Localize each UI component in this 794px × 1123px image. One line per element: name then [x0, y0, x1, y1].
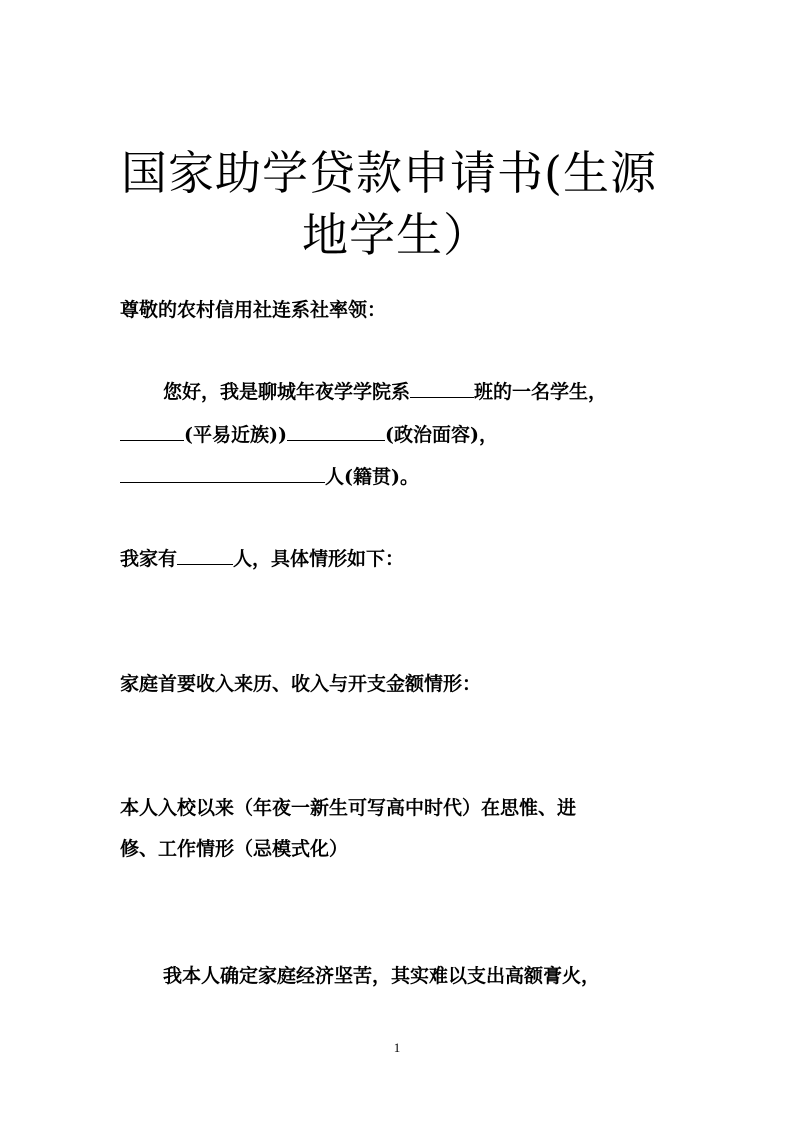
family-text-part2: 人，具体情形如下：	[233, 548, 405, 570]
intro-paragraph	[163, 379, 607, 405]
origin-label: 人(籍贯)。	[325, 466, 419, 488]
page-number: 1	[393, 1040, 401, 1055]
family-text-part1: 我家有	[120, 548, 178, 570]
political-status-label: (政治面容)，	[384, 424, 498, 446]
ethnicity-blank	[120, 422, 184, 441]
department-blank	[410, 379, 474, 398]
family-count-blank	[177, 546, 233, 565]
document-title-line-2: 地学生）	[302, 208, 490, 262]
origin-blank	[120, 464, 325, 483]
performance-line-1: 本人入校以来（年夜一新生可写高中时代）在思惟、进	[120, 797, 577, 819]
ethnicity-label: (平易近族))	[184, 424, 287, 446]
intro-text-part1: 您好，我是聊城年夜学学院系	[163, 381, 411, 403]
performance-line-2: 修、工作情形（忌模式化）	[120, 838, 349, 860]
document-title-line-1: 国家助学贷款申请书(生源	[121, 146, 657, 200]
ethnicity-line	[120, 422, 498, 448]
hardship-statement: 我本人确定家庭经济坚苦，其实难以支出高额膏火，	[163, 965, 601, 987]
origin-line	[120, 464, 419, 490]
salutation: 尊敬的农村信用社连系社率领：	[120, 299, 387, 321]
income-heading: 家庭首要收入来历、收入与开支金额情形：	[120, 673, 482, 695]
political-status-blank	[287, 422, 385, 441]
family-members-line	[120, 546, 404, 572]
intro-text-part2: 班的一名学生，	[474, 381, 608, 403]
